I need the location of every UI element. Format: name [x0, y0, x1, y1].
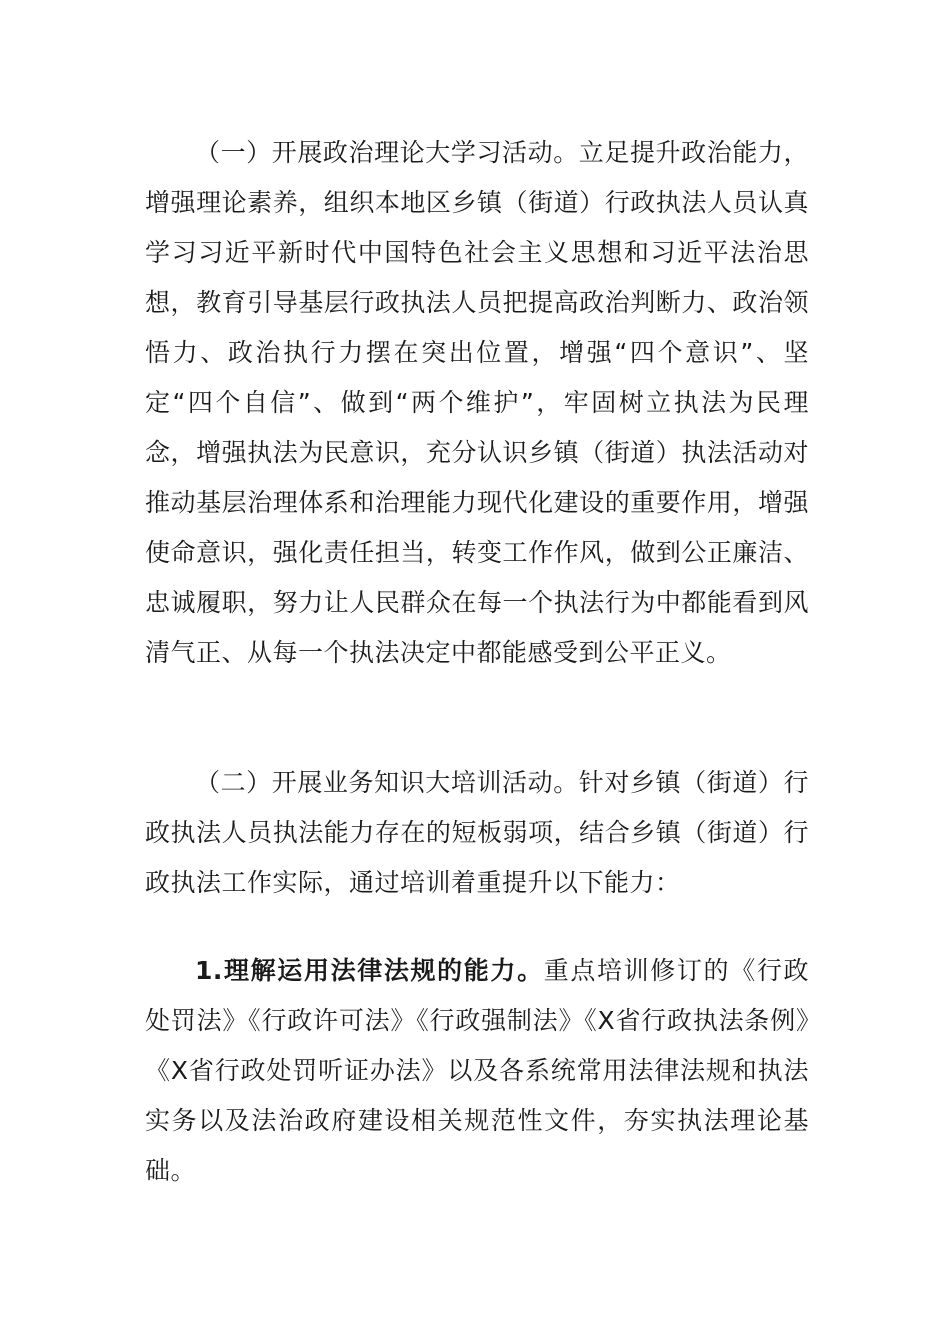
section-heading: 1.理解运用法律法规的能力。 [195, 956, 544, 985]
paragraph-text: （二）开展业务知识大培训活动。针对乡镇（街道）行政执法人员执法能力存在的短板弱项，结合乡镇（街道）行政执法工作实际，通过培训着重提升以下能力： [145, 768, 809, 897]
paragraph-text: （一）开展政治理论大学习活动。立足提升政治能力，增强理论素养，组织本地区乡镇（街道）行政执法人员认真学习习近平新时代中国特色社会主义思想和习近平法治思想，教育引导基层行政执法人员把提高政治判断力、政治领悟力、政治执行力摆在突出位置，增强“四个意识”、坚定“四个自信”、做到“两个维护”，牢固树立执法为民理念，增强执法为民意识，充分认识乡镇（街道）执法活动对推动基层治理体系和治理能力现代化建设的重要作用，增强使命意识，强化责任担当，转变工作作风，做到公正廉洁、忠诚履职，努力让人民群众在每一个执法行为中都能看到风清气正、从每一个执法决定中都能感受到公平正义。 [145, 138, 809, 667]
paragraph-text: 重点培训修订的《行政处罚法》《行政许可法》《行政强制法》《X省行政执法条例》《X省行政处罚听证办法》以及各系统常用法律法规和执法实务以及法治政府建设相关规范性文件，夯实执法理论基础。 [145, 956, 809, 1185]
paragraph-business-training [145, 758, 809, 908]
paragraph-law-application-ability [145, 946, 809, 1196]
paragraph-political-theory-study [145, 128, 809, 678]
